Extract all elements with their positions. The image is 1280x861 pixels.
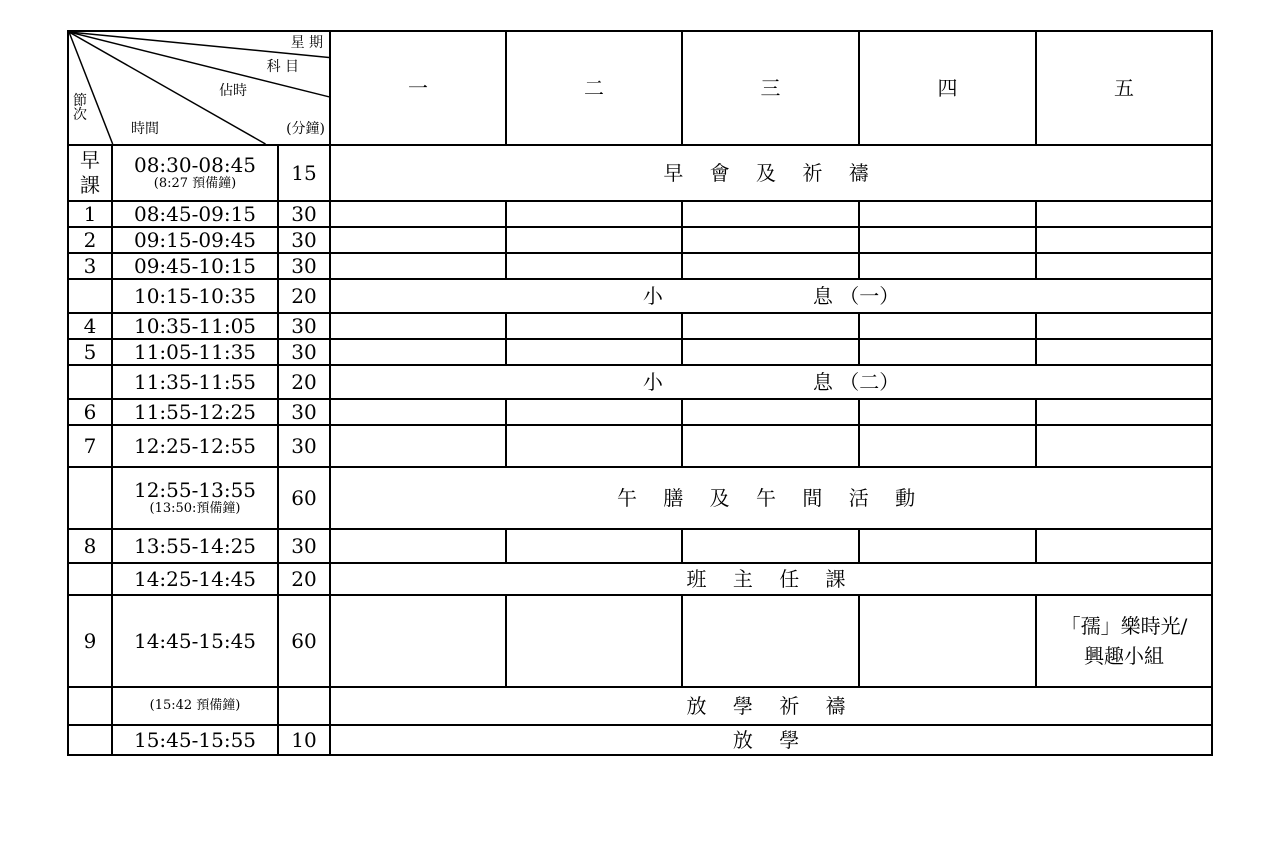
- lesson-cell[interactable]: [506, 425, 682, 467]
- table-row: [68, 529, 1212, 563]
- table-row: [68, 145, 1212, 201]
- time-cell: 09:15-09:45: [112, 227, 278, 253]
- bell-note: (8:27 預備鐘): [153, 176, 237, 192]
- lesson-cell[interactable]: [506, 201, 682, 227]
- lesson-cell[interactable]: [330, 313, 506, 339]
- table-row: [68, 399, 1212, 425]
- lesson-cell-fri-activity[interactable]: 「孺」樂時光/ 興趣小組: [1036, 595, 1212, 687]
- table-row: [68, 595, 1212, 687]
- day-header-mon: 一: [330, 31, 506, 145]
- time-cell: 08:30-08:45 (8:27 預備鐘): [112, 145, 278, 201]
- lesson-cell[interactable]: [1036, 227, 1212, 253]
- span-lunch: 午 膳 及 午 間 活 動: [330, 467, 1212, 529]
- duration-cell: 20: [278, 365, 330, 399]
- lesson-cell[interactable]: [682, 227, 859, 253]
- duration-cell: 15: [278, 145, 330, 201]
- lesson-cell[interactable]: [859, 201, 1036, 227]
- corner-weekday-label: 星 期: [290, 35, 324, 51]
- table-row: [68, 467, 1212, 529]
- corner-subject-label: 科 目: [266, 59, 300, 75]
- time-cell: 09:45-10:15: [112, 253, 278, 279]
- period-number: 4: [68, 313, 112, 339]
- table-row: [68, 687, 1212, 725]
- corner-estimate-label: 佔時: [219, 83, 247, 99]
- lesson-cell[interactable]: [1036, 253, 1212, 279]
- period-number: 9: [68, 595, 112, 687]
- time-cell: 11:55-12:25: [112, 399, 278, 425]
- duration-cell: 30: [278, 339, 330, 365]
- duration-cell: 30: [278, 399, 330, 425]
- time-cell: (15:42 預備鐘): [112, 687, 278, 725]
- header-row: [68, 31, 1212, 145]
- lesson-cell[interactable]: [682, 201, 859, 227]
- duration-cell: 30: [278, 201, 330, 227]
- period-number: [68, 365, 112, 399]
- lesson-cell[interactable]: [682, 529, 859, 563]
- corner-period-label: 節次: [73, 93, 87, 123]
- lesson-cell[interactable]: [859, 399, 1036, 425]
- duration-cell: 30: [278, 425, 330, 467]
- day-header-tue: 二: [506, 31, 682, 145]
- time-cell: 10:35-11:05: [112, 313, 278, 339]
- lesson-cell[interactable]: [859, 425, 1036, 467]
- period-number: 6: [68, 399, 112, 425]
- lesson-cell[interactable]: [506, 227, 682, 253]
- time-cell: 08:45-09:15: [112, 201, 278, 227]
- time-cell: 11:05-11:35: [112, 339, 278, 365]
- lesson-cell[interactable]: [859, 339, 1036, 365]
- lesson-cell[interactable]: [682, 253, 859, 279]
- period-number: [68, 467, 112, 529]
- lesson-cell[interactable]: [506, 399, 682, 425]
- time-cell: 14:45-15:45: [112, 595, 278, 687]
- lesson-cell[interactable]: [682, 399, 859, 425]
- table-row: [68, 365, 1212, 399]
- table-row: [68, 227, 1212, 253]
- corner-duration-unit: (分鐘): [286, 121, 326, 137]
- duration-cell: 20: [278, 563, 330, 595]
- duration-cell: [278, 687, 330, 725]
- table-row: [68, 253, 1212, 279]
- lesson-cell[interactable]: [859, 529, 1036, 563]
- duration-cell: 10: [278, 725, 330, 755]
- period-number: [68, 725, 112, 755]
- time-cell: 13:55-14:25: [112, 529, 278, 563]
- time-cell: 12:25-12:55: [112, 425, 278, 467]
- lesson-cell[interactable]: [859, 595, 1036, 687]
- span-activity: 早 會 及 祈 禱: [330, 145, 1212, 201]
- lesson-cell[interactable]: [682, 595, 859, 687]
- lesson-cell[interactable]: [1036, 339, 1212, 365]
- lesson-cell[interactable]: [1036, 529, 1212, 563]
- lesson-cell[interactable]: [506, 595, 682, 687]
- span-recess-1: 小 息 （一）: [330, 279, 1212, 313]
- table-row: [68, 563, 1212, 595]
- period-number: 3: [68, 253, 112, 279]
- lesson-cell[interactable]: [682, 425, 859, 467]
- corner-time-label: 時間: [131, 121, 159, 137]
- lesson-cell[interactable]: [859, 227, 1036, 253]
- span-dismissal-prayer: 放 學 祈 禱: [330, 687, 1212, 725]
- duration-cell: 60: [278, 595, 330, 687]
- duration-cell: 60: [278, 467, 330, 529]
- time-cell: 12:55-13:55 (13:50:預備鐘): [112, 467, 278, 529]
- period-number: 7: [68, 425, 112, 467]
- day-header-wed: 三: [682, 31, 859, 145]
- span-class-teacher: 班 主 任 課: [330, 563, 1212, 595]
- lesson-cell[interactable]: [330, 529, 506, 563]
- period-number: [68, 687, 112, 725]
- lesson-cell[interactable]: [859, 253, 1036, 279]
- table-row: [68, 339, 1212, 365]
- lesson-cell[interactable]: [1036, 313, 1212, 339]
- span-recess-2: 小 息 （二）: [330, 365, 1212, 399]
- lesson-cell[interactable]: [506, 313, 682, 339]
- timetable: [67, 30, 1213, 756]
- span-dismissal: 放 學: [330, 725, 1212, 755]
- lesson-cell[interactable]: [859, 313, 1036, 339]
- table-row: [68, 425, 1212, 467]
- lesson-cell[interactable]: [682, 339, 859, 365]
- period-number: 8: [68, 529, 112, 563]
- period-number: [68, 279, 112, 313]
- bell-note: (13:50:預備鐘): [149, 501, 241, 517]
- lesson-cell[interactable]: [330, 425, 506, 467]
- period-number: 早課: [68, 145, 112, 201]
- lesson-cell[interactable]: [1036, 399, 1212, 425]
- duration-cell: 30: [278, 529, 330, 563]
- table-row: [68, 279, 1212, 313]
- duration-cell: 30: [278, 253, 330, 279]
- time-cell: 11:35-11:55: [112, 365, 278, 399]
- lesson-cell[interactable]: [1036, 201, 1212, 227]
- lesson-cell[interactable]: [330, 253, 506, 279]
- lesson-cell[interactable]: [506, 253, 682, 279]
- day-header-thu: 四: [859, 31, 1036, 145]
- table-row: [68, 201, 1212, 227]
- lesson-cell[interactable]: [330, 201, 506, 227]
- time-cell: 15:45-15:55: [112, 725, 278, 755]
- duration-cell: 20: [278, 279, 330, 313]
- lesson-cell[interactable]: [330, 339, 506, 365]
- duration-cell: 30: [278, 313, 330, 339]
- lesson-cell[interactable]: [330, 399, 506, 425]
- corner-header: [68, 31, 330, 145]
- time-cell: 14:25-14:45: [112, 563, 278, 595]
- lesson-cell[interactable]: [682, 313, 859, 339]
- lesson-cell[interactable]: [506, 529, 682, 563]
- table-row: [68, 725, 1212, 755]
- period-number: 1: [68, 201, 112, 227]
- duration-cell: 30: [278, 227, 330, 253]
- lesson-cell[interactable]: [330, 227, 506, 253]
- lesson-cell[interactable]: [1036, 425, 1212, 467]
- period-number: 5: [68, 339, 112, 365]
- lesson-cell[interactable]: [330, 595, 506, 687]
- time-cell: 10:15-10:35: [112, 279, 278, 313]
- period-number: [68, 563, 112, 595]
- table-row: [68, 313, 1212, 339]
- lesson-cell[interactable]: [506, 339, 682, 365]
- day-header-fri: 五: [1036, 31, 1212, 145]
- period-number: 2: [68, 227, 112, 253]
